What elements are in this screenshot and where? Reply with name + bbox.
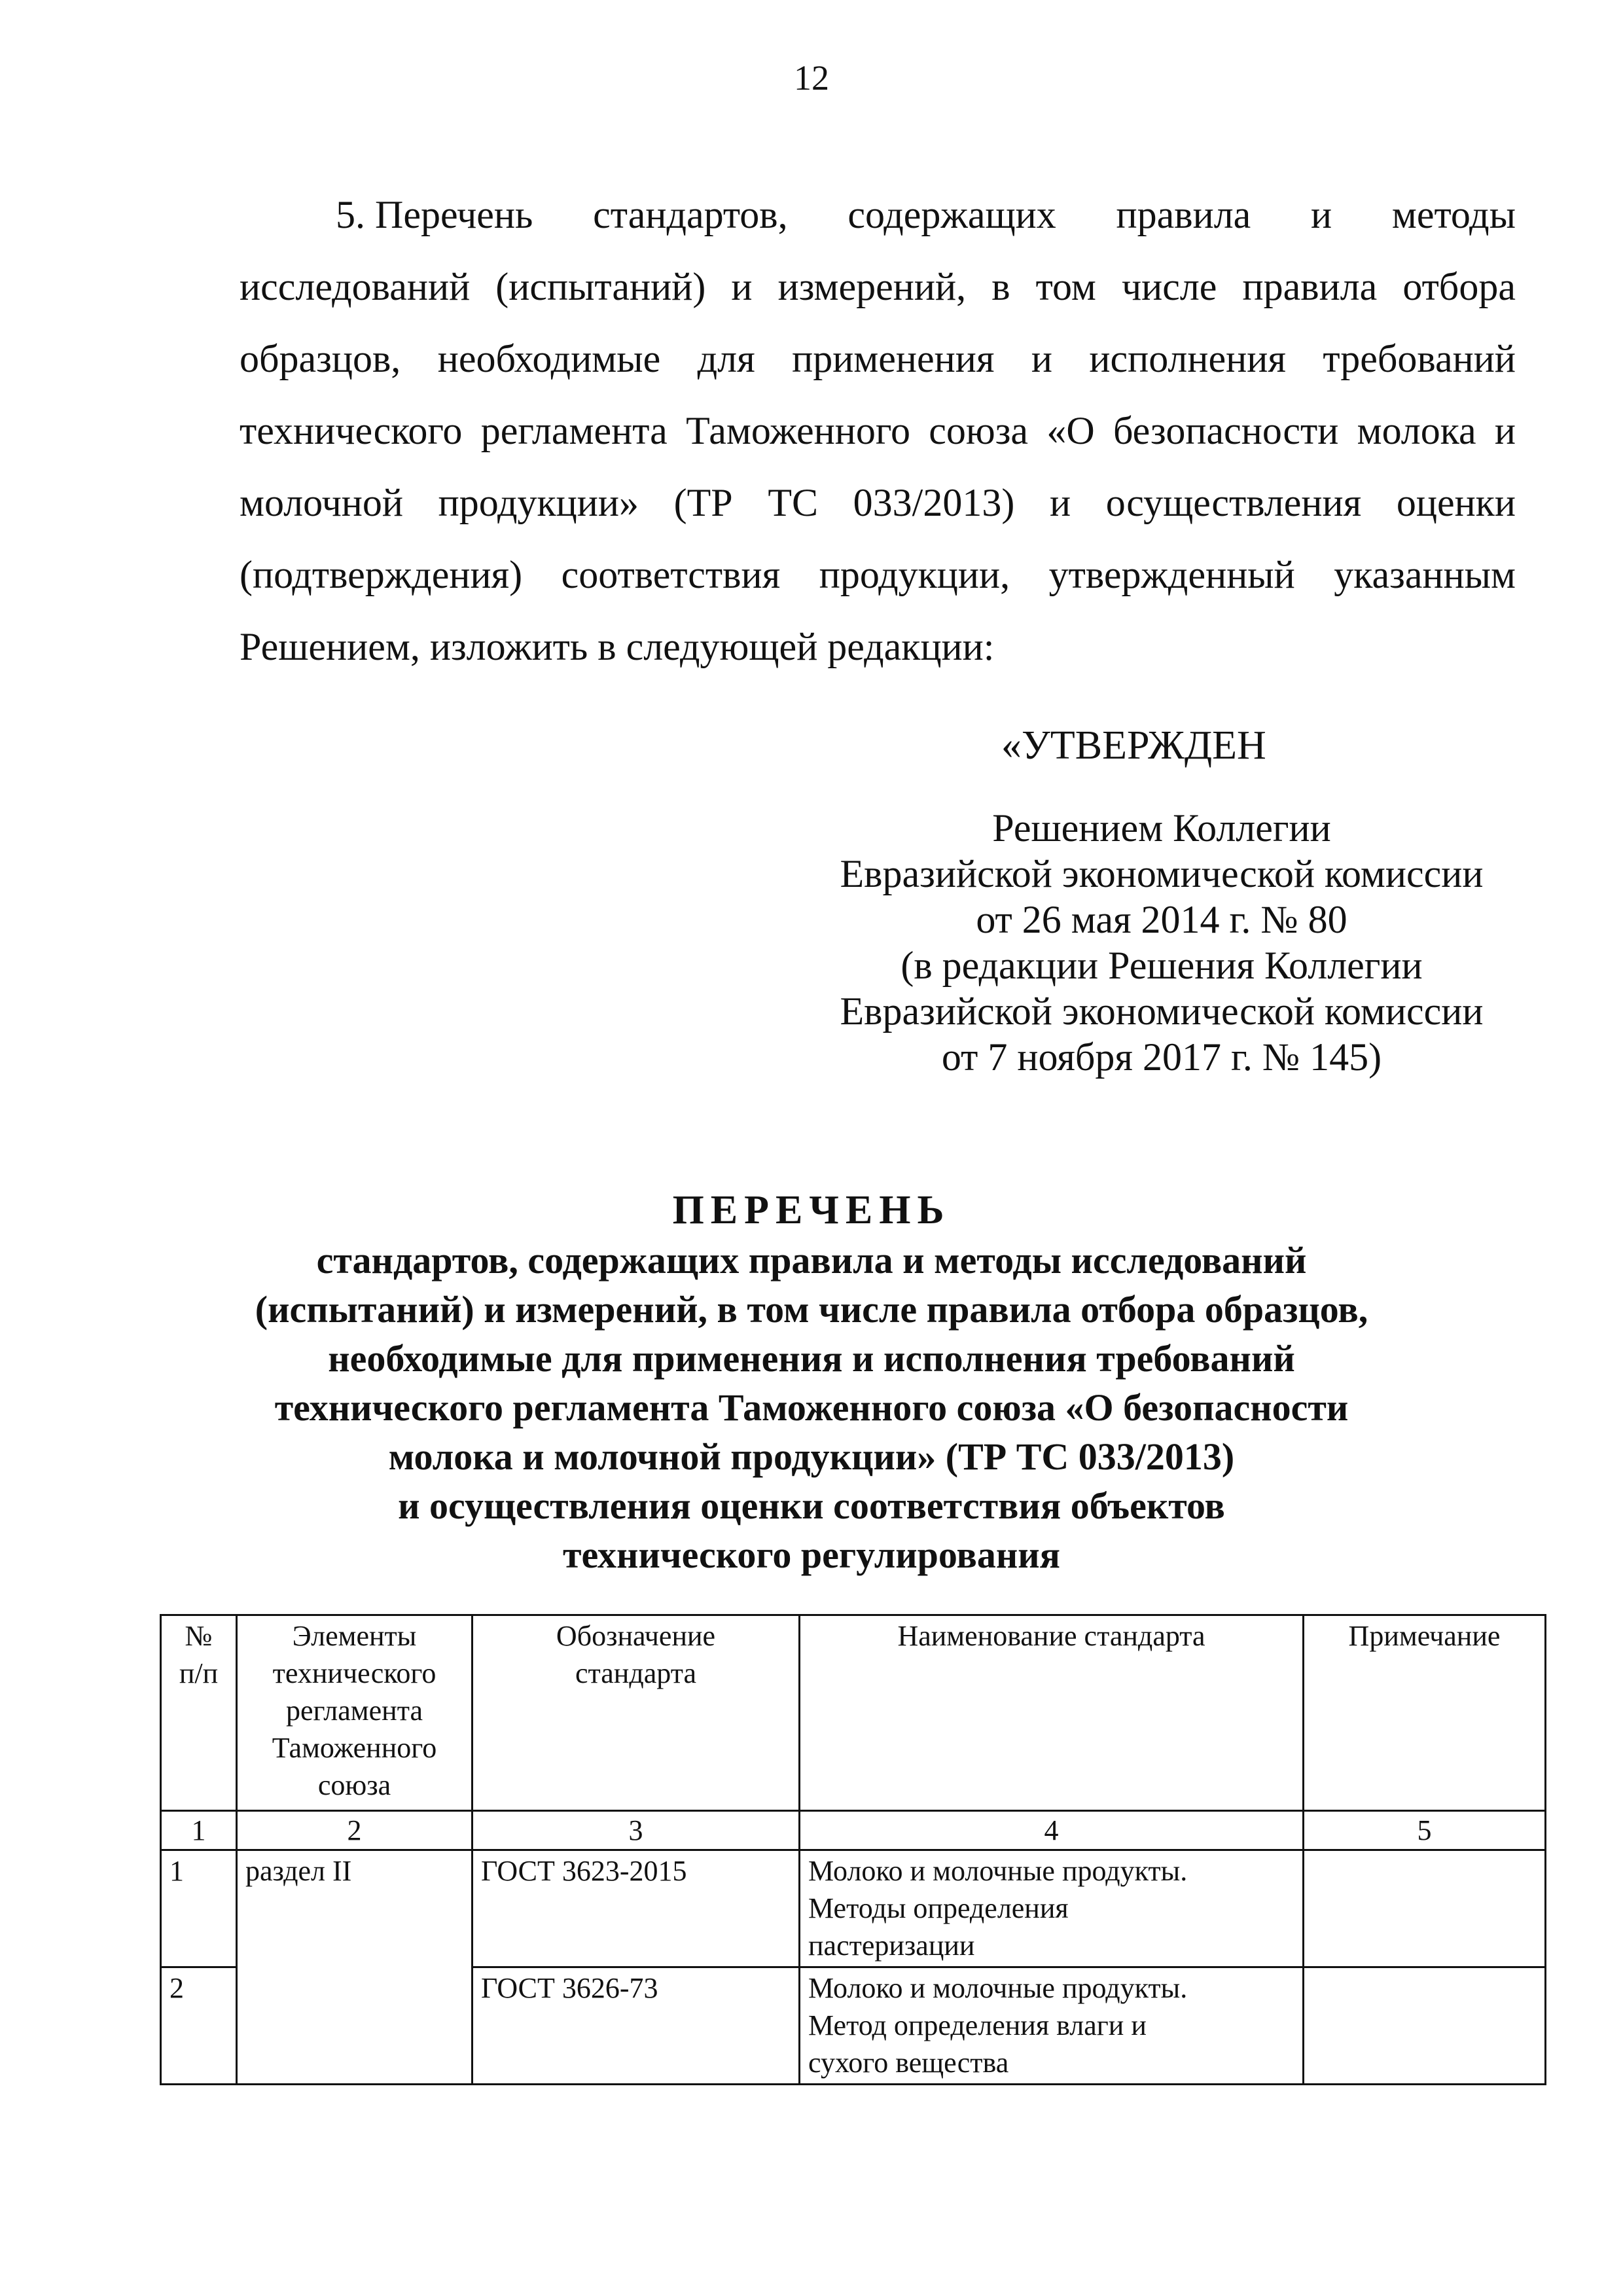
header-designation: Обозначение стандарта xyxy=(473,1615,800,1811)
approval-line: Евразийской экономической комиссии xyxy=(840,852,1484,895)
column-number: 1 xyxy=(161,1811,237,1850)
list-subtitle-line: и осуществления оценки соответствия объектов xyxy=(398,1484,1225,1527)
standard-note xyxy=(1304,1850,1546,1967)
header-note: Примечание xyxy=(1304,1615,1546,1811)
approval-line: (в редакции Решения Коллегии xyxy=(901,944,1423,987)
paragraph-line-5: молочной продукции» (ТР ТС 033/2013) и осуществления оценки xyxy=(240,481,1516,524)
row-number: 1 xyxy=(161,1850,237,1967)
paragraph-line-1: 5. Перечень стандартов, содержащих правила и методы xyxy=(336,193,1516,236)
approval-line: от 26 мая 2014 г. № 80 xyxy=(976,898,1347,941)
list-subtitle-line: технического регулирования xyxy=(562,1534,1061,1576)
paragraph-line-7: Решением, изложить в следующей редакции: xyxy=(240,625,995,668)
paragraph-line-6: (подтверждения) соответствия продукции, утвержденный указанным xyxy=(240,553,1516,596)
header-elements: Элементы технического регламента Таможенного союза xyxy=(237,1615,473,1811)
approval-title: «УТВЕРЖДЕН xyxy=(1001,723,1266,768)
page-number: 12 xyxy=(794,58,829,98)
regulation-element: раздел II xyxy=(237,1850,473,2085)
list-subtitle-line: (испытаний) и измерений, в том числе правила отбора образцов, xyxy=(255,1288,1368,1331)
list-subtitle-line: стандартов, содержащих правила и методы исследований xyxy=(316,1239,1307,1282)
table-column-numbers-row xyxy=(161,1811,1546,1850)
approval-line: от 7 ноября 2017 г. № 145) xyxy=(941,1035,1382,1079)
standard-name: Молоко и молочные продукты. Метод определения влаги и сухого вещества xyxy=(800,1967,1304,2085)
column-number: 3 xyxy=(473,1811,800,1850)
column-number: 5 xyxy=(1304,1811,1546,1850)
standard-code: ГОСТ 3623-2015 xyxy=(473,1850,800,1967)
list-subtitle-line: молока и молочной продукции» (ТР ТС 033/2013) xyxy=(388,1435,1235,1478)
list-title: ПЕРЕЧЕНЬ xyxy=(672,1188,951,1232)
approval-line: Решением Коллегии xyxy=(992,806,1331,850)
header-standard-name: Наименование стандарта xyxy=(800,1615,1304,1811)
header-number: № п/п xyxy=(161,1615,237,1811)
paragraph-line-2: исследований (испытаний) и измерений, в том числе правила отбора xyxy=(240,265,1516,308)
list-subtitle-line: необходимые для применения и исполнения требований xyxy=(328,1337,1295,1380)
standards-table xyxy=(160,1614,1546,2085)
table-row xyxy=(161,1850,1546,1967)
column-number: 4 xyxy=(800,1811,1304,1850)
approval-line: Евразийской экономической комиссии xyxy=(840,990,1484,1033)
paragraph-line-3: образцов, необходимые для применения и исполнения требований xyxy=(240,337,1516,380)
column-number: 2 xyxy=(237,1811,473,1850)
standard-code: ГОСТ 3626-73 xyxy=(473,1967,800,2085)
row-number: 2 xyxy=(161,1967,237,2085)
list-subtitle-line: технического регламента Таможенного союза «О безопасности xyxy=(274,1386,1349,1429)
standard-name: Молоко и молочные продукты. Методы определения пастеризации xyxy=(800,1850,1304,1967)
paragraph-line-4: технического регламента Таможенного союза «О безопасности молока и xyxy=(240,409,1516,452)
standard-note xyxy=(1304,1967,1546,2085)
table-header-row xyxy=(161,1615,1546,1811)
